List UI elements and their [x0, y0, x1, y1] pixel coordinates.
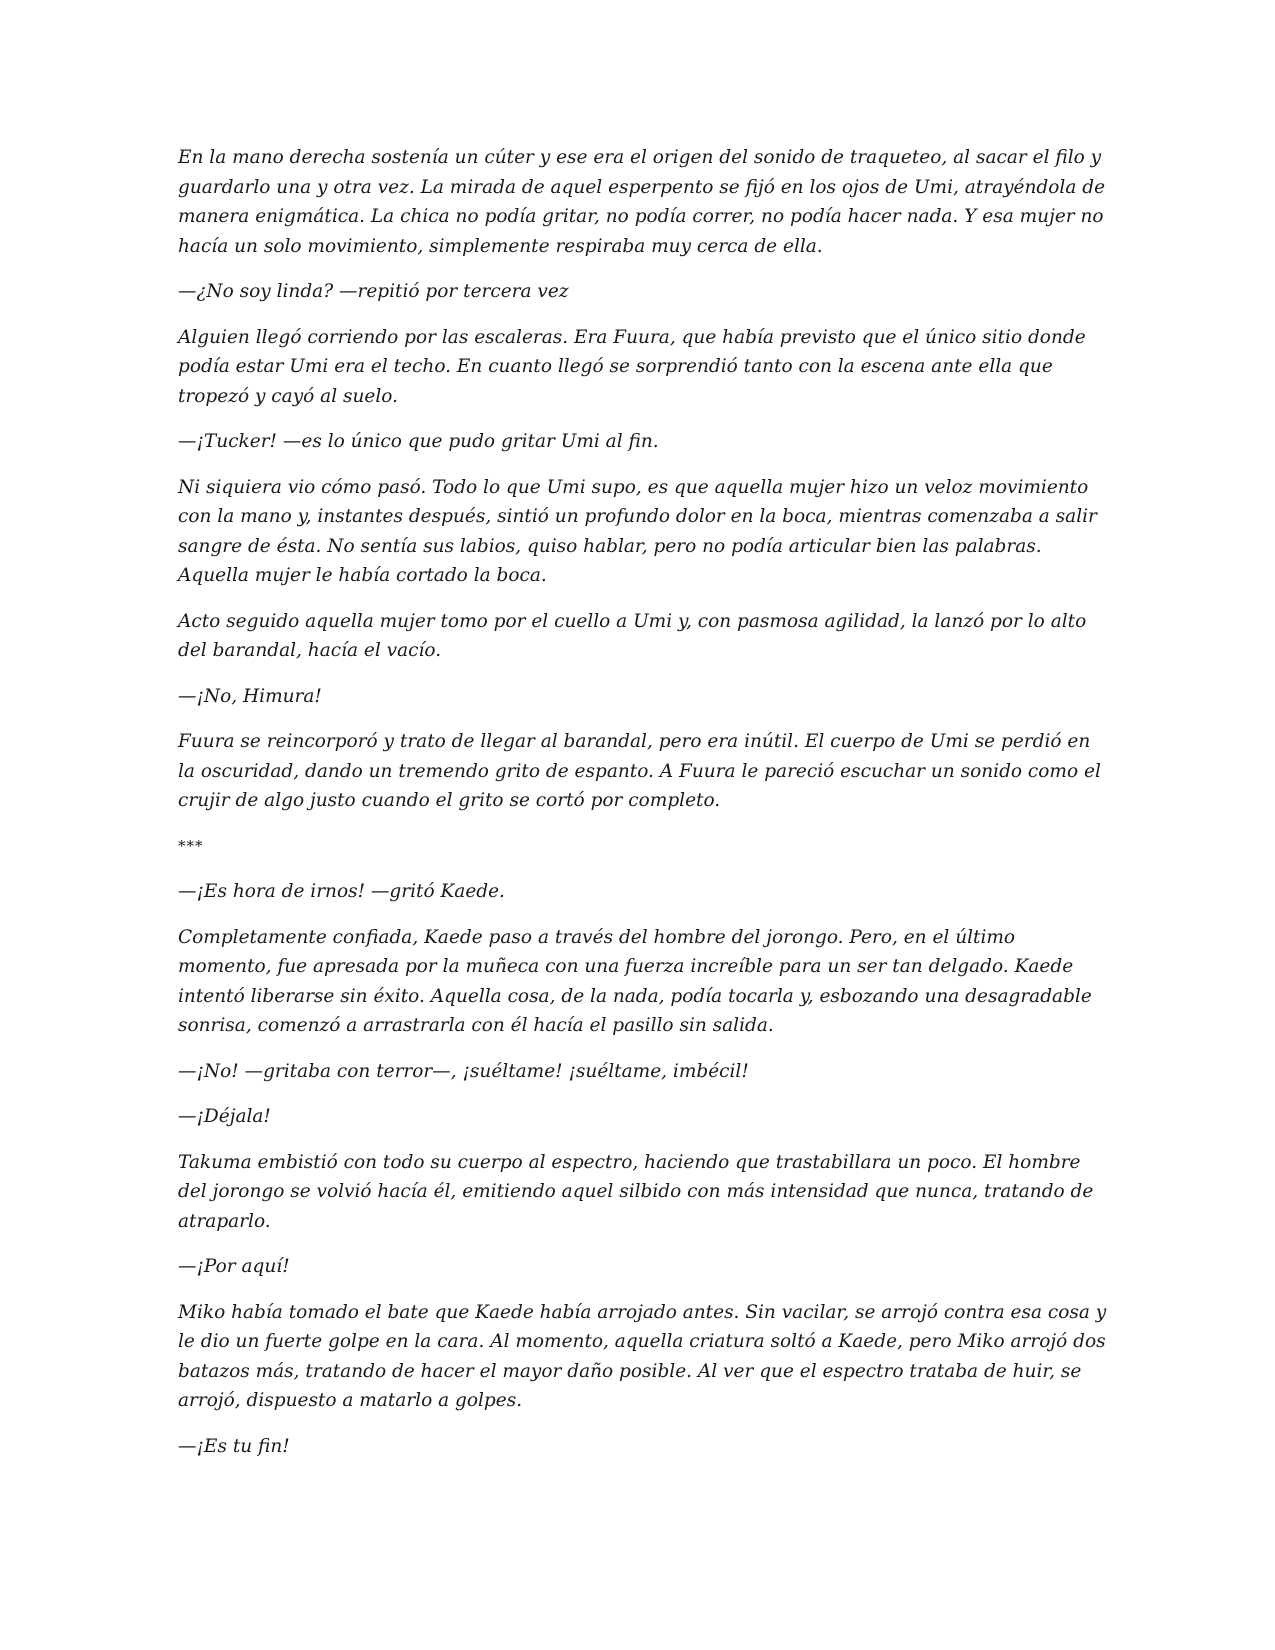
paragraph: Fuura se reincorporó y trato de llegar al barandal, pero era inútil. El cuerpo de Umi se perdió en la oscuridad, dando un tremendo grito de espanto. A Fuura le pareció escuchar un sonido como el crujir de algo justo cuando el grito se cortó por completo.: [178, 731, 1101, 811]
scene-separator: ***: [178, 836, 204, 855]
paragraph: Alguien llegó corriendo por las escaleras. Era Fuura, que había previsto que el único sitio donde podía estar Umi era el techo. En cuanto llegó se sorprendió tanto con la escena ante ella que tropezó y cayó al suelo.: [178, 326, 1086, 407]
dialogue-line: —¡No, Himura!: [178, 685, 322, 707]
dialogue-line: —¡Tucker! —es lo único que pudo gritar Umi al fin.: [178, 431, 659, 452]
dialogue-line: —¡Es hora de irnos! —gritó Kaede.: [178, 881, 505, 902]
paragraph: Completamente confiada, Kaede paso a través del hombre del jorongo. Pero, en el último momento, fue apresada por la muñeca con una fuerza increíble para un ser tan delgado. Kaede intentó liberarse sin éxito. Aquella cosa, de la nada, podía tocarla y, esbozando una desagradable sonrisa, comenzó a arrastrarla con él hacía el pasillo sin salida.: [178, 926, 1092, 1036]
paragraph: Acto seguido aquella mujer tomo por el cuello a Umi y, con pasmosa agilidad, la lanzó por lo alto del barandal, hacía el vacío.: [178, 610, 1087, 661]
body-text: [178, 143, 1108, 1477]
paragraph: En la mano derecha sostenía un cúter y ese era el origen del sonido de traqueteo, al sacar el filo y guardarlo una y otra vez. La mirada de aquel esperpento se fijó en los ojos de Umi, atrayéndola de manera enigmática. La chica no podía gritar, no podía correr, no podía hacer nada. Y esa mujer no hacía un solo movimiento, simplemente respiraba muy cerca de ella.: [178, 147, 1106, 257]
dialogue-line: —¿No soy linda? —repitió por tercera vez: [178, 281, 569, 302]
dialogue-line: —¡Es tu fin!: [178, 1435, 290, 1457]
paragraph: Miko había tomado el bate que Kaede había arrojado antes. Sin vacilar, se arrojó contra esa cosa y le dio un fuerte golpe en la cara. Al momento, aquella criatura soltó a Kaede, pero Miko arrojó dos batazos más, tratando de hacer el mayor daño posible. Al ver que el espectro trataba de huir, se arrojó, dispuesto a matarlo a golpes.: [178, 1301, 1107, 1411]
paragraph: Ni siquiera vio cómo pasó. Todo lo que Umi supo, es que aquella mujer hizo un veloz movimiento con la mano y, instantes después, sintió un profundo dolor en la boca, mientras comenzaba a salir sangre de ésta. No sentía sus labios, quiso hablar, pero no podía articular bien las palabras. Aquella mujer le había cortado la boca.: [178, 476, 1097, 586]
dialogue-line: —¡Por aquí!: [178, 1256, 290, 1277]
dialogue-line: —¡No! —gritaba con terror—, ¡suéltame! ¡suéltame, imbécil!: [178, 1060, 749, 1082]
dialogue-line: —¡Déjala!: [178, 1106, 271, 1127]
paragraph: Takuma embistió con todo su cuerpo al espectro, haciendo que trastabillara un poco. El hombre del jorongo se volvió hacía él, emitiendo aquel silbido con más intensidad que nunca, tratando de atraparlo.: [178, 1151, 1094, 1232]
